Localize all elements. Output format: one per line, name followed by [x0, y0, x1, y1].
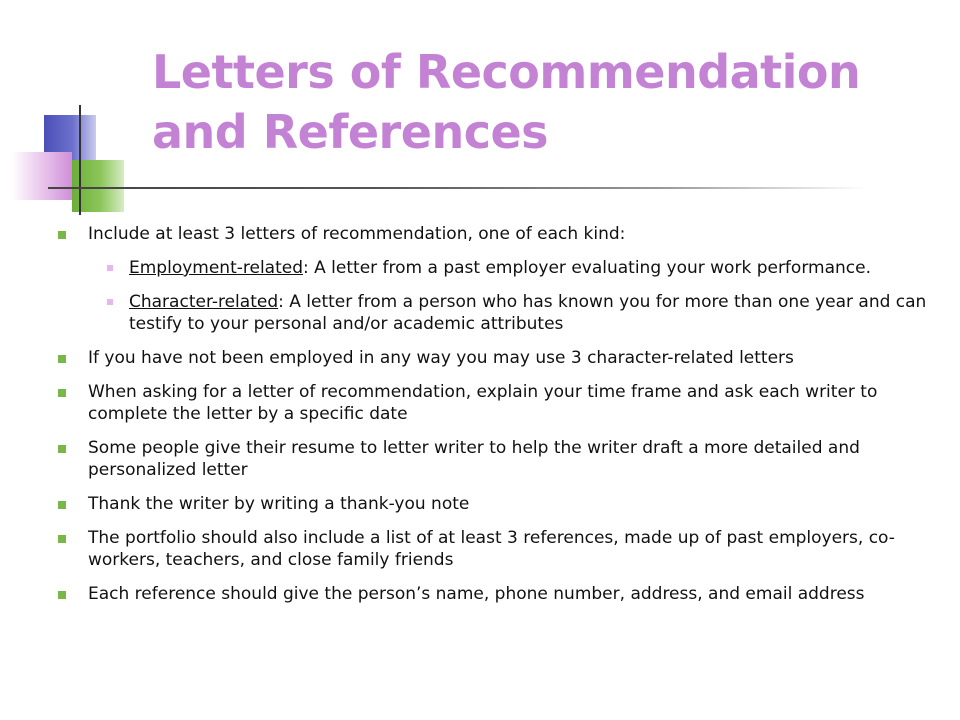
list-item: [48, 583, 928, 605]
bullet-marker-icon: [58, 231, 66, 239]
bullet-marker-icon: [58, 535, 66, 543]
sub-list-item: [48, 257, 928, 279]
bullet-text: The portfolio should also include a list of at least 3 references, made up of past employers, co-workers, teachers, and close family friends: [88, 528, 895, 570]
list-item: [48, 437, 928, 481]
bullet-text: If you have not been employed in any way you may use 3 character-related letters: [88, 348, 794, 368]
bullet-text: Each reference should give the person’s name, phone number, address, and email address: [88, 584, 865, 604]
bullet-text: Thank the writer by writing a thank-you note: [88, 494, 470, 514]
bullet-text: Some people give their resume to letter writer to help the writer draft a more detailed and personalized letter: [88, 438, 860, 480]
bullet-text: Include at least 3 letters of recommendation, one of each kind:: [88, 224, 626, 244]
pink-square-decoration: [12, 152, 72, 200]
bullet-list: [48, 223, 928, 617]
slide-title: [152, 42, 932, 162]
sub-bullet-text: : A letter from a past employer evaluating your work performance.: [303, 258, 871, 278]
bullet-marker-icon: [58, 591, 66, 599]
sub-bullet-term: Employment-related: [129, 258, 304, 278]
list-item: [48, 223, 928, 245]
list-item: [48, 527, 928, 571]
bullet-marker-icon: [58, 445, 66, 453]
sub-bullet-text: : A letter from a person who has known you for more than one year and can testify to your personal and/or academic attributes: [129, 292, 927, 334]
sub-list-item: [48, 291, 928, 335]
bullet-marker-icon: [58, 389, 66, 397]
list-item: [48, 381, 928, 425]
vertical-rule: [79, 105, 81, 215]
list-item: [48, 493, 928, 515]
title-underline-rule: [48, 187, 868, 189]
bullet-text: When asking for a letter of recommendation, explain your time frame and ask each writer to complete the letter by a specific date: [88, 382, 878, 424]
sub-bullet-marker-icon: [107, 265, 113, 271]
title-line-1: Letters of Recommendation: [152, 45, 861, 99]
sub-bullet-term: Character-related: [129, 292, 279, 312]
title-line-2: and References: [152, 105, 549, 159]
sub-bullet-marker-icon: [107, 299, 113, 305]
bullet-marker-icon: [58, 501, 66, 509]
bullet-marker-icon: [58, 355, 66, 363]
list-item: [48, 347, 928, 369]
